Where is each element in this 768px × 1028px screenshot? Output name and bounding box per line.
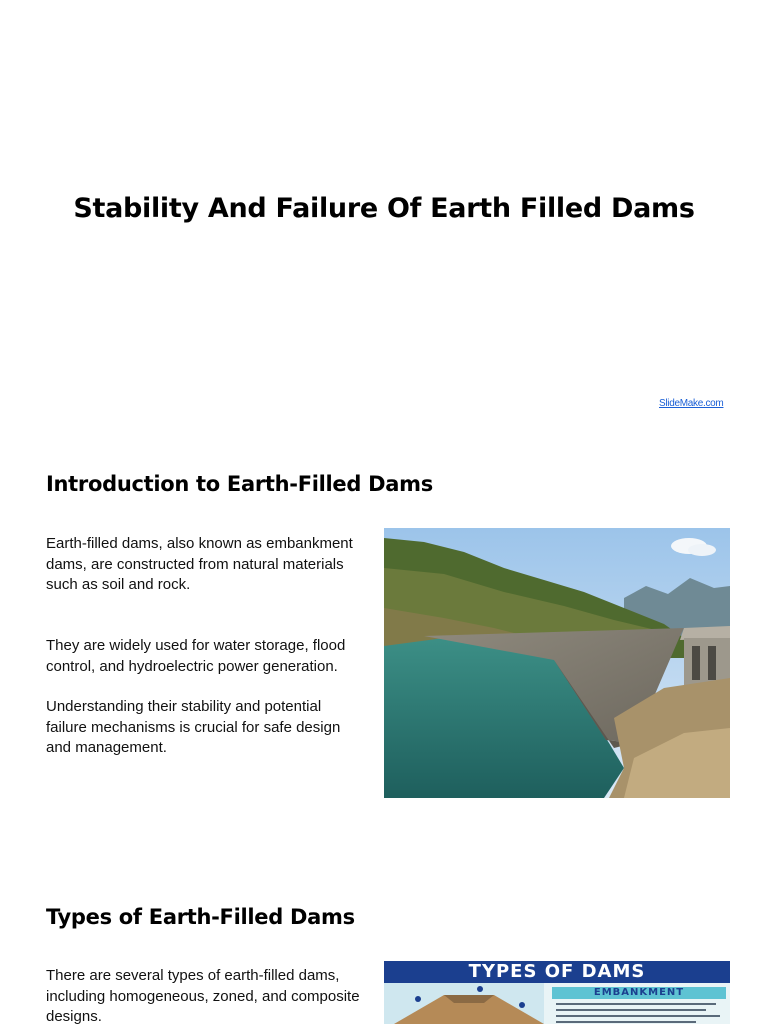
- intro-paragraph-1: Earth-filled dams, also known as embankment dams, are constructed from natural materials such as soil and rock.: [46, 535, 353, 593]
- infographic-subbanner: EMBANKMENT: [552, 987, 726, 999]
- intro-paragraph-3: Understanding their stability and potential failure mechanisms is crucial for safe design and management.: [46, 698, 341, 756]
- page-title: Stability And Failure Of Earth Filled Dams: [73, 193, 695, 224]
- types-infographic: [384, 961, 730, 1024]
- section-heading-introduction: Introduction to Earth-Filled Dams: [46, 472, 433, 496]
- embankment-diagram: [384, 983, 730, 1024]
- dam-photo-image: [384, 528, 730, 798]
- section-heading-types: Types of Earth-Filled Dams: [46, 905, 355, 929]
- infographic-banner: TYPES OF DAMS: [384, 961, 730, 983]
- dam-photo: [384, 528, 730, 798]
- intro-paragraph-2: They are widely used for water storage, flood control, and hydroelectric power generation.: [46, 637, 346, 675]
- slidemake-link[interactable]: SlideMake.com: [659, 398, 724, 409]
- types-paragraph-1: There are several types of earth-filled dams, including homogeneous, zoned, and composite designs.: [46, 967, 360, 1025]
